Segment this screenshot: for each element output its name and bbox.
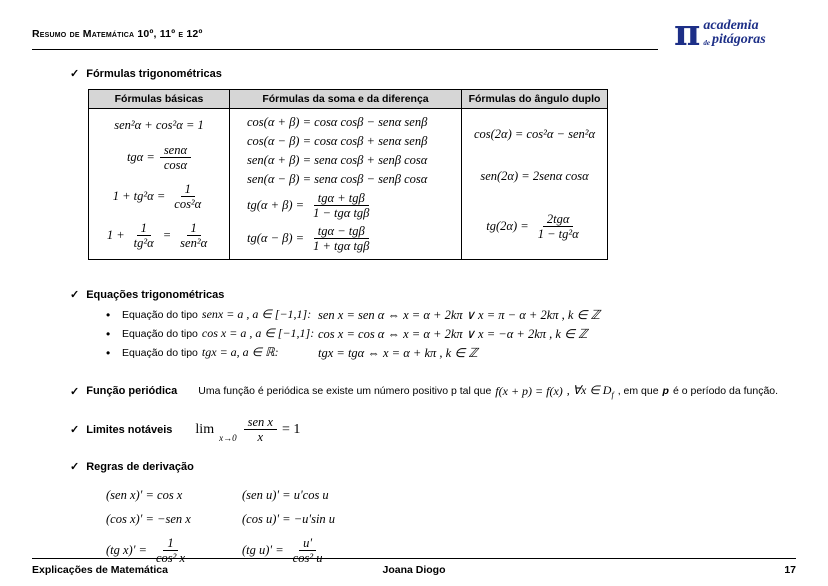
bold-p: p: [662, 385, 669, 398]
formula-tg-2a: tg(2α) = $\frac{\text{2tgα}}{\text{1 − tg²α}}$: [486, 212, 582, 241]
logo-pitagoras: pitágoras: [711, 32, 766, 48]
document-title: Resumo de Matemática 10º, 11º e 12º: [32, 28, 203, 40]
fraction: $\frac{1}{\text{cos²α}}$: [174, 182, 202, 211]
cell-formulas-soma-diferenca: [230, 109, 462, 260]
page-number: 17: [784, 564, 797, 576]
logo-bottom-line: [703, 33, 765, 48]
periodic-function-definition: Uma função é periódica se existe um número positivo p tal que f(x + p) = f(x) , ∀x ∈ $D_f$ , em que p é o período da função.: [198, 383, 779, 400]
equation-solution: tgx = tgα ⇔ x = α + kπ , k ∈ ℤ: [318, 345, 478, 360]
section-limites-notaveis: [70, 415, 796, 444]
section-title: Limites notáveis: [86, 423, 173, 436]
section-title: Fórmulas trigonométricas: [86, 68, 222, 80]
formula-cos-2a: cos(2α) = cos²α − sen²α: [473, 126, 596, 141]
equation-list: [32, 305, 796, 362]
bullet-icon: •: [106, 345, 111, 360]
equation-solution: sen x = sen α ⇔ x = α + 2kπ ∨ x = π − α + 2kπ , k ∈ ℤ: [318, 307, 600, 322]
equation-label: Equação do tipo tgx = a, a ∈ ℝ:: [122, 345, 279, 359]
logo-academia: academia: [703, 17, 759, 33]
formula-1-mais-inverso-tg2: 1 + $\frac{1}{\text{tg²α}}$ = $\frac{1}{\text{sen²α}}$: [107, 221, 211, 250]
derivative-tg-x: (tg x)' = $\frac{1}{\text{cos² x}}$: [106, 536, 242, 565]
fraction: $\frac{\text{senα}}{\cos\alpha}$: [160, 143, 191, 172]
check-icon: ✓: [70, 289, 80, 301]
section-title: Regras de derivação: [86, 461, 194, 474]
header-title-block: [32, 24, 658, 50]
fraction: $\frac{\text{sen x}}{x}$: [244, 415, 277, 444]
derivative-cos-x: (cos x)' = −sen x: [106, 512, 191, 527]
trig-formulas-table: [88, 89, 608, 260]
check-icon: ✓: [70, 385, 80, 398]
footer-left-text: Explicações de Matemática: [32, 564, 168, 576]
equation-label: Equação do tipo cos x = a , a ∈ [−1,1]:: [122, 326, 315, 340]
fraction: $\frac{1}{\text{sen²α}}$: [180, 221, 208, 250]
academia-pitagoras-logo: [674, 12, 796, 54]
derivative-tg-u: (tg u)' = $\frac{u'}{\text{cos² u}}$: [242, 536, 335, 565]
check-icon: ✓: [70, 68, 80, 80]
col-header-basicas: Fórmulas básicas: [89, 90, 230, 109]
derivative-rules-grid: [106, 488, 335, 565]
check-icon: ✓: [70, 461, 80, 474]
pi-logo-icon: π: [674, 12, 701, 54]
logo-de: de: [703, 38, 710, 47]
bullet-icon: •: [106, 326, 111, 341]
formula-cos-diferenca: cos(α − β) = cosα cosβ + senα senβ: [247, 134, 428, 148]
col-header-angulo-duplo: Fórmulas do ângulo duplo: [462, 90, 608, 109]
bullet-icon: •: [106, 307, 111, 322]
derivative-sen-u: (sen u)' = u'cos u: [242, 488, 329, 503]
formula-1-mais-tg2: 1 + tg²α = $\frac{1}{\text{cos²α}}$: [113, 182, 206, 211]
logo-text: [703, 19, 765, 48]
formula-tg-soma: tg(α + β) = $\frac{\text{tgα + tgβ}}{\text{1 − tgα tgβ}}$: [247, 191, 373, 220]
list-item: [106, 305, 796, 324]
section-title: Função periódica: [86, 385, 178, 398]
notable-limit-formula: lim x→0 $\frac{\text{sen x}}{x}$ = 1: [195, 415, 301, 445]
list-item: [106, 343, 796, 362]
page-header: [32, 12, 796, 54]
table-header-row: [89, 90, 608, 109]
cell-formulas-angulo-duplo: [462, 109, 608, 260]
equation-solution: cos x = cos α ⇔ x = α + 2kπ ∨ x = −α + 2kπ , k ∈ ℤ: [318, 326, 588, 341]
equation-label: Equação do tipo senx = a , a ∈ [−1,1]:: [122, 307, 312, 321]
derivative-sen-x: (sen x)' = cos x: [106, 488, 183, 503]
section-formulas-trigonometricas: [70, 67, 796, 80]
formula-sen-soma: sen(α + β) = senα cosβ + senβ cosα: [247, 153, 428, 167]
formula-cos-soma: cos(α + β) = cosα cosβ − senα senβ: [247, 115, 428, 129]
fraction: $\frac{u'}{\text{cos² u}}$: [292, 536, 323, 566]
formula-sen-2a: sen(2α) = 2senα cosα: [480, 169, 589, 184]
cell-formulas-basicas: [89, 109, 230, 260]
fraction: $\frac{\text{tgα + tgβ}}{\text{1 − tgα tgβ}}$: [313, 191, 370, 220]
footer-author: Joana Diogo: [382, 564, 446, 576]
formula-identidade-fundamental: sen²α + cos²α = 1: [114, 118, 204, 132]
list-item: [106, 324, 796, 343]
section-regras-derivacao: [70, 460, 796, 473]
fraction: $\frac{\text{2tgα}}{\text{1 − tg²α}}$: [537, 212, 579, 242]
section-equacoes-trigonometricas: [70, 288, 796, 301]
col-header-soma-diferenca: Fórmulas da soma e da diferença: [230, 90, 462, 109]
fraction: $\frac{\text{tgα − tgβ}}{\text{1 + tgα tgβ}}$: [313, 224, 370, 253]
page-footer: [32, 558, 796, 576]
section-title: Equações trigonométricas: [86, 289, 225, 301]
formula-sen-diferenca: sen(α − β) = senα cosβ − senβ cosα: [247, 172, 428, 186]
derivative-cos-u: (cos u)' = −u'sin u: [242, 512, 336, 527]
formula-tg-diferenca: tg(α − β) = $\frac{\text{tgα − tgβ}}{\text{1 + tgα tgβ}}$: [247, 224, 373, 253]
fraction: $\frac{1}{\text{tg²α}}$: [133, 221, 154, 250]
formula-tg-definicao: tgα = $\frac{\text{senα}}{\cos\alpha}$: [127, 143, 191, 172]
section-funcao-periodica: [70, 383, 796, 399]
table-body-row: [89, 109, 608, 260]
fraction: $\frac{1}{\text{cos² x}}$: [155, 536, 186, 566]
check-icon: ✓: [70, 424, 80, 437]
